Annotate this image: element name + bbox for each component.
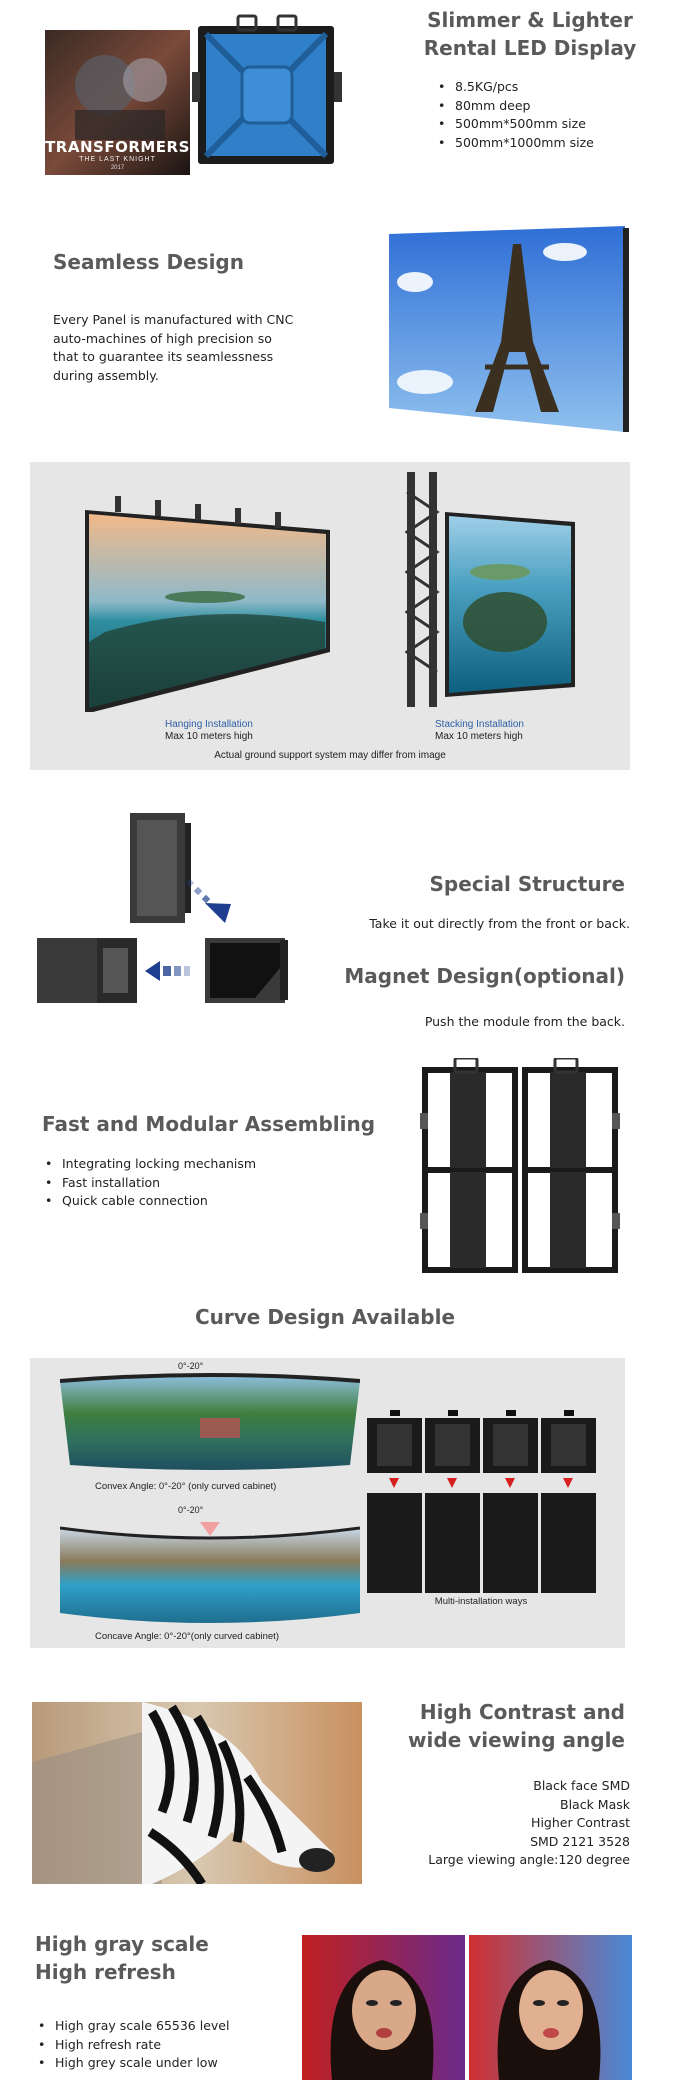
list-item: • 500mm*500mm size: [435, 115, 655, 134]
list-item: • Quick cable connection: [42, 1192, 302, 1211]
poster-subtitle: THE LAST KNIGHT: [79, 156, 156, 163]
module-removal-diagram: [35, 808, 295, 1008]
slimmer-lighter-title: [420, 6, 640, 62]
list-item: • Fast installation: [42, 1174, 302, 1193]
multi-installation-image: [365, 1408, 597, 1593]
list-item: • 500mm*1000mm size: [435, 134, 655, 153]
concave-screen-image: [60, 1518, 360, 1628]
feature-line: Large viewing angle:120 degree: [428, 1852, 630, 1867]
poster-year: 2017: [110, 165, 125, 171]
hanging-installation-sub: Max 10 meters high: [165, 731, 253, 742]
seamless-design-title: Seamless Design: [53, 250, 244, 274]
spec-list: [435, 78, 655, 152]
title-line-1: High Contrast and: [419, 1700, 625, 1724]
title-line-2: Rental LED Display: [423, 36, 637, 60]
eiffel-tower-display-image: [385, 222, 630, 434]
title-line-2: High refresh: [35, 1960, 176, 1984]
fast-modular-title: Fast and Modular Assembling: [42, 1112, 376, 1136]
zebra-image: [32, 1702, 362, 1884]
feature-line: Higher Contrast: [531, 1815, 630, 1830]
title-line-2: wide viewing angle: [408, 1728, 625, 1752]
poster-title: TRANSFORMERS: [45, 138, 190, 156]
title-line-1: Slimmer & Lighter: [427, 8, 633, 32]
assembling-list: [42, 1155, 302, 1211]
concave-caption: Concave Angle: 0°-20°(only curved cabinet): [95, 1631, 279, 1642]
curve-design-title: Curve Design Available: [194, 1305, 456, 1329]
magnet-design-title: Magnet Design(optional): [344, 964, 625, 988]
installation-panel: [30, 462, 630, 770]
convex-screen-image: [60, 1373, 360, 1473]
stacking-installation-image: [405, 472, 575, 712]
seamless-design-text: Every Panel is manufactured with CNC auto-machines of high precision so that to guarantee its seamlessness during assembly.: [53, 312, 294, 383]
movie-poster-image: [45, 30, 190, 175]
convex-caption: Convex Angle: 0°-20° (only curved cabinet): [95, 1481, 277, 1492]
list-item: • High refresh rate: [35, 2036, 295, 2055]
hanging-installation-image: [85, 482, 330, 712]
portrait-comparison-image: [302, 1935, 632, 2080]
convex-angle-label: 0°-20°: [178, 1361, 204, 1371]
modular-frame-image: [420, 1058, 620, 1273]
stacking-installation-label: Stacking Installation: [435, 719, 524, 730]
hanging-installation-label: Hanging Installation: [165, 719, 253, 730]
feature-line: Black Mask: [560, 1796, 630, 1812]
list-item: • 80mm deep: [435, 97, 655, 116]
ground-support-note: Actual ground support system may differ from image: [214, 750, 446, 761]
list-item: • High grey scale under low: [35, 2054, 295, 2073]
title-line-1: High gray scale: [35, 1932, 209, 1956]
list-item: • 8.5KG/pcs: [435, 78, 655, 97]
special-structure-title: Special Structure: [429, 872, 625, 896]
curve-design-panel: [30, 1358, 625, 1648]
led-cabinet-back-image: [192, 12, 342, 167]
gray-scale-list: [35, 2017, 295, 2073]
feature-line: SMD 2121 3528: [530, 1833, 630, 1849]
high-contrast-title: [380, 1698, 625, 1754]
special-structure-text: Take it out directly from the front or back.: [369, 916, 630, 931]
contrast-features: [380, 1777, 630, 1870]
high-gray-scale-title: [35, 1930, 209, 1986]
concave-angle-label: 0°-20°: [178, 1505, 204, 1515]
magnet-design-text: Push the module from the back.: [424, 1014, 625, 1029]
feature-line: Black face SMD: [533, 1778, 630, 1793]
stacking-installation-sub: Max 10 meters high: [435, 731, 523, 742]
multi-installation-caption: Multi-installation ways: [434, 1596, 528, 1607]
list-item: • Integrating locking mechanism: [42, 1155, 302, 1174]
list-item: • High gray scale 65536 level: [35, 2017, 295, 2036]
